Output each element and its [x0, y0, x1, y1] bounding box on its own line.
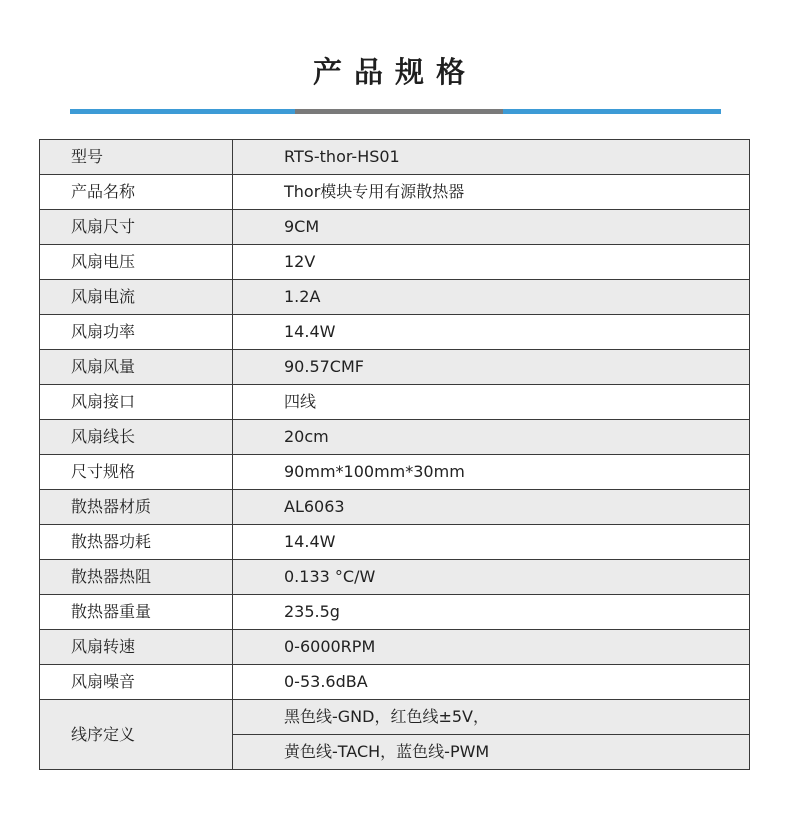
spec-label: 风扇功率 — [40, 315, 233, 350]
table-row — [40, 595, 750, 630]
table-row — [40, 420, 750, 455]
table-row — [40, 350, 750, 385]
spec-label: 风扇电压 — [40, 245, 233, 280]
spec-label: 型号 — [40, 140, 233, 175]
table-row — [40, 665, 750, 700]
spec-value: 0-53.6dBA — [233, 665, 750, 700]
wiring-line-1: 黑色线-GND，红色线±5V， — [233, 700, 750, 735]
spec-label: 散热器功耗 — [40, 525, 233, 560]
spec-value: 235.5g — [233, 595, 750, 630]
spec-label: 风扇转速 — [40, 630, 233, 665]
spec-table — [39, 139, 750, 770]
spec-value: 90.57CMF — [233, 350, 750, 385]
spec-label: 风扇噪音 — [40, 665, 233, 700]
table-row — [40, 245, 750, 280]
spec-value: 20cm — [233, 420, 750, 455]
page-title: 产品规格 — [312, 55, 477, 89]
spec-label: 风扇线长 — [40, 420, 233, 455]
table-row — [40, 560, 750, 595]
table-row — [40, 140, 750, 175]
spec-value: 1.2A — [233, 280, 750, 315]
spec-label: 产品名称 — [40, 175, 233, 210]
spec-label: 散热器重量 — [40, 595, 233, 630]
spec-value: 14.4W — [233, 525, 750, 560]
table-row — [40, 525, 750, 560]
title-underline — [70, 109, 721, 114]
spec-label: 散热器材质 — [40, 490, 233, 525]
spec-label: 散热器热阻 — [40, 560, 233, 595]
spec-value: 90mm*100mm*30mm — [233, 455, 750, 490]
spec-label: 风扇风量 — [40, 350, 233, 385]
spec-value: AL6063 — [233, 490, 750, 525]
spec-label: 风扇接口 — [40, 385, 233, 420]
table-row — [40, 315, 750, 350]
table-row — [40, 210, 750, 245]
underline-right-segment — [503, 109, 721, 114]
spec-value: 12V — [233, 245, 750, 280]
table-row — [40, 490, 750, 525]
table-row — [40, 280, 750, 315]
table-row — [40, 385, 750, 420]
table-row — [40, 175, 750, 210]
spec-value: Thor模块专用有源散热器 — [233, 175, 750, 210]
table-row — [40, 455, 750, 490]
underline-left-segment — [70, 109, 295, 114]
table-row — [40, 630, 750, 665]
spec-label: 尺寸规格 — [40, 455, 233, 490]
wiring-line-2: 黄色线-TACH，蓝色线-PWM — [233, 735, 750, 770]
spec-label: 风扇尺寸 — [40, 210, 233, 245]
wiring-label: 线序定义 — [40, 700, 233, 770]
table-row-wiring — [40, 700, 750, 735]
underline-middle-segment — [295, 109, 503, 114]
spec-value: RTS-thor-HS01 — [233, 140, 750, 175]
spec-value: 14.4W — [233, 315, 750, 350]
spec-label: 风扇电流 — [40, 280, 233, 315]
spec-value: 9CM — [233, 210, 750, 245]
spec-value: 0.133 °C/W — [233, 560, 750, 595]
spec-value: 四线 — [233, 385, 750, 420]
spec-value: 0-6000RPM — [233, 630, 750, 665]
